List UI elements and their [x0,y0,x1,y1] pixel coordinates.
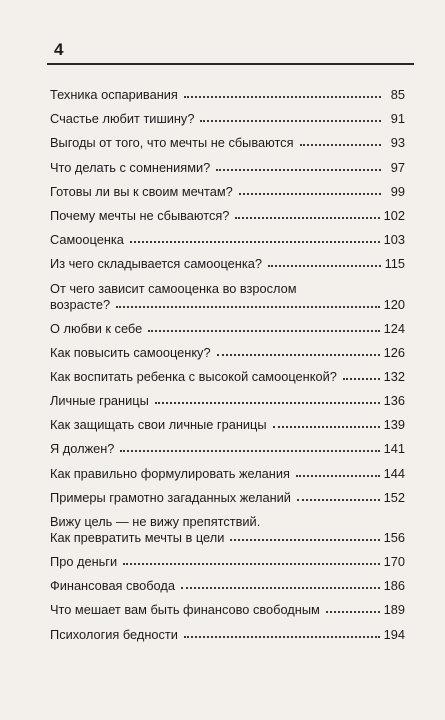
toc-entry [50,135,405,159]
toc-entry-title: Выгоды от того, что мечты не сбываются [50,135,294,151]
dot-leader [123,563,380,565]
toc-entry-title: Как воспитать ребенка с высокой самооценкой? [50,368,337,384]
toc-entry-page: 194 [383,626,405,642]
toc-entry-page: 156 [383,530,405,545]
toc-entry-title: Психология бедности [50,626,178,642]
toc-entry [50,369,405,393]
toc-entry-title: Что мешает вам быть финансово свободным [50,602,320,618]
toc-entry-title-line: Вижу цель — не вижу препятствий. [50,514,261,529]
toc-entry-page: 170 [383,554,405,569]
toc-entry-page: 103 [383,232,405,248]
toc-entry [50,87,405,111]
dot-leader [181,587,380,589]
toc-entry-page: 91 [390,111,405,127]
toc-entry-title: Как повысить самооценку? [50,344,211,360]
toc-entry [50,160,405,184]
toc-entry-page: 189 [383,602,405,618]
toc-entry-title: Я должен? [50,441,115,457]
dot-leader [217,354,380,356]
toc-entry-title: Про деньги [50,554,118,569]
toc-entry [50,281,405,321]
toc-entry-title: Примеры грамотно загаданных желаний [50,489,291,505]
toc-entry-title: Как защищать свои личные границы [50,417,267,433]
toc-entry-page: 132 [383,368,405,384]
toc-entry-title: Как правильно формулировать желания [50,465,290,481]
toc-entry-page: 93 [390,135,405,151]
toc-entry-title-line: Как превратить мечты в цели [50,530,225,545]
toc-entry-page: 124 [383,320,405,336]
toc-entry-page: 85 [390,87,405,102]
dot-leader [296,475,380,477]
toc-entry-title: Счастье любит тишину? [50,111,195,127]
dot-leader [116,306,380,308]
toc-entry-title: О любви к себе [50,320,143,336]
toc-entry [50,578,405,602]
toc-entry [50,514,405,554]
dot-leader [268,265,381,267]
dot-leader [230,539,379,541]
table-of-contents [50,87,405,651]
toc-entry-page: 102 [383,207,405,223]
toc-entry [50,184,405,208]
toc-entry [50,554,405,578]
toc-entry-title: Почему мечты не сбываются? [50,207,230,223]
toc-entry-title: Из чего складывается самооценка? [50,256,262,272]
toc-entry [50,417,405,441]
toc-entry-page: 136 [383,393,405,409]
toc-entry-title: Личные границы [50,393,149,409]
toc-entry-title: Готовы ли вы к своим мечтам? [50,183,233,199]
dot-leader [300,144,381,146]
toc-entry-page: 186 [383,578,405,594]
toc-entry [50,321,405,345]
toc-entry [50,490,405,514]
toc-entry [50,602,405,626]
dot-leader [184,96,381,98]
toc-entry [50,256,405,280]
toc-entry [50,208,405,232]
dot-leader [297,499,380,501]
dot-leader [326,611,380,613]
dot-leader [155,402,380,404]
toc-entry-page: 139 [383,417,405,433]
toc-entry-title-line: возрасте? [50,296,111,312]
toc-entry [50,111,405,135]
toc-entry-title-line: От чего зависит самооценка во взрослом [50,280,297,296]
dot-leader [148,330,379,332]
toc-entry-title: Что делать с сомнениями? [50,159,211,175]
dot-leader [273,426,380,428]
toc-entry [50,627,405,651]
toc-entry-page: 120 [383,296,405,312]
toc-entry-page: 97 [390,159,405,175]
dot-leader [120,450,379,452]
toc-entry [50,466,405,490]
toc-entry-title: Техника оспаривания [50,87,178,102]
header-rule [47,63,414,65]
dot-leader [184,636,380,638]
dot-leader [343,378,380,380]
dot-leader [239,193,381,195]
toc-entry [50,345,405,369]
toc-entry-page: 144 [383,465,405,481]
toc-entry-page: 126 [383,344,405,360]
toc-entry-page: 152 [383,489,405,505]
toc-entry-title: Самооценка [50,232,124,248]
toc-entry [50,232,405,256]
dot-leader [130,241,380,243]
toc-entry [50,393,405,417]
page-number: 4 [54,40,64,59]
toc-entry-title: Финансовая свобода [50,578,175,594]
toc-entry-page: 141 [383,441,405,457]
toc-entry-page: 115 [384,256,405,272]
toc-entry [50,441,405,465]
dot-leader [200,120,381,122]
dot-leader [216,169,381,171]
toc-entry-page: 99 [390,183,405,199]
dot-leader [235,217,379,219]
